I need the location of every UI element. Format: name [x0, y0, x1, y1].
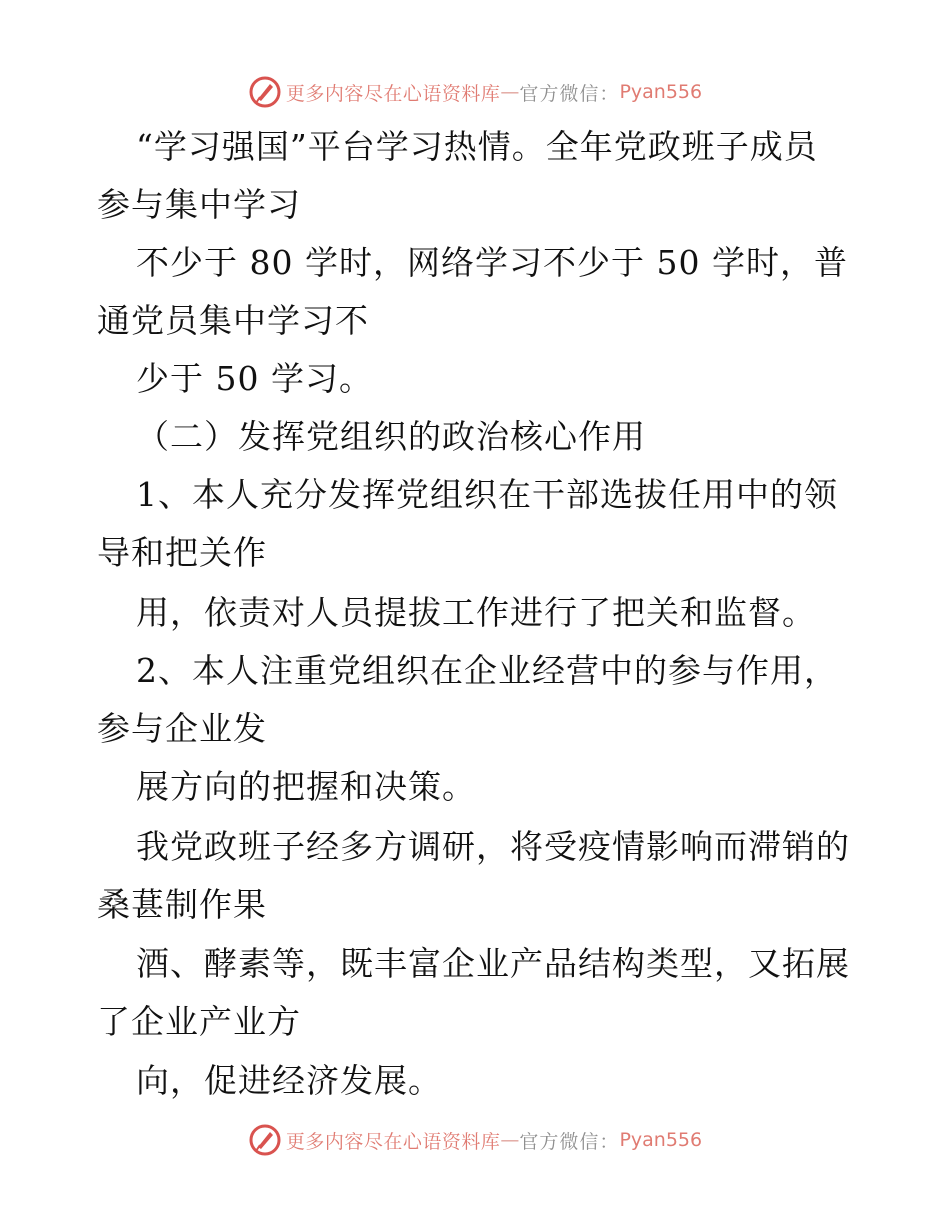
watermark-dash: — — [500, 1129, 520, 1151]
watermark-wechat-label: 官方微信： — [519, 82, 620, 105]
body-line: 通党员集中学习不 — [97, 301, 369, 340]
watermark-wechat-label: 官方微信： — [519, 1130, 620, 1153]
quill-logo-icon — [248, 75, 282, 109]
body-line: 导和把关作 — [97, 533, 267, 572]
body-line: 少于 50 学习。 — [136, 359, 373, 398]
watermark-footer — [0, 1120, 950, 1160]
body-line: 了企业产业方 — [97, 1002, 301, 1041]
watermark-text: 更多内容尽在心语资料库 — [285, 82, 501, 105]
watermark-dash: — — [500, 81, 520, 103]
body-line: 酒、酵素等，既丰富企业产品结构类型，又拓展 — [136, 944, 850, 983]
body-line: 参与集中学习 — [97, 185, 301, 224]
watermark-wechat-id: Pyan556 — [619, 81, 703, 103]
body-line: “学习强国”平台学习热情。全年党政班子成员 — [136, 127, 818, 166]
body-line: 2、本人注重党组织在企业经营中的参与作用， — [136, 651, 838, 690]
body-line: 用，依责对人员提拔工作进行了把关和监督。 — [136, 593, 816, 632]
quill-logo-icon — [248, 1123, 282, 1157]
body-line: 展方向的把握和决策。 — [136, 767, 476, 806]
watermark-wechat-id: Pyan556 — [619, 1129, 703, 1151]
body-line: 参与企业发 — [97, 709, 267, 748]
section-heading: （二）发挥党组织的政治核心作用 — [136, 417, 646, 456]
body-line: 1、本人充分发挥党组织在干部选拔任用中的领 — [136, 475, 838, 514]
watermark-text: 更多内容尽在心语资料库 — [285, 1130, 501, 1153]
body-line: 向，促进经济发展。 — [136, 1061, 442, 1100]
body-line: 桑葚制作果 — [97, 885, 267, 924]
body-line: 不少于 80 学时，网络学习不少于 50 学时，普 — [136, 243, 848, 282]
body-line: 我党政班子经多方调研，将受疫情影响而滞销的 — [136, 827, 850, 866]
watermark-header — [0, 72, 950, 112]
